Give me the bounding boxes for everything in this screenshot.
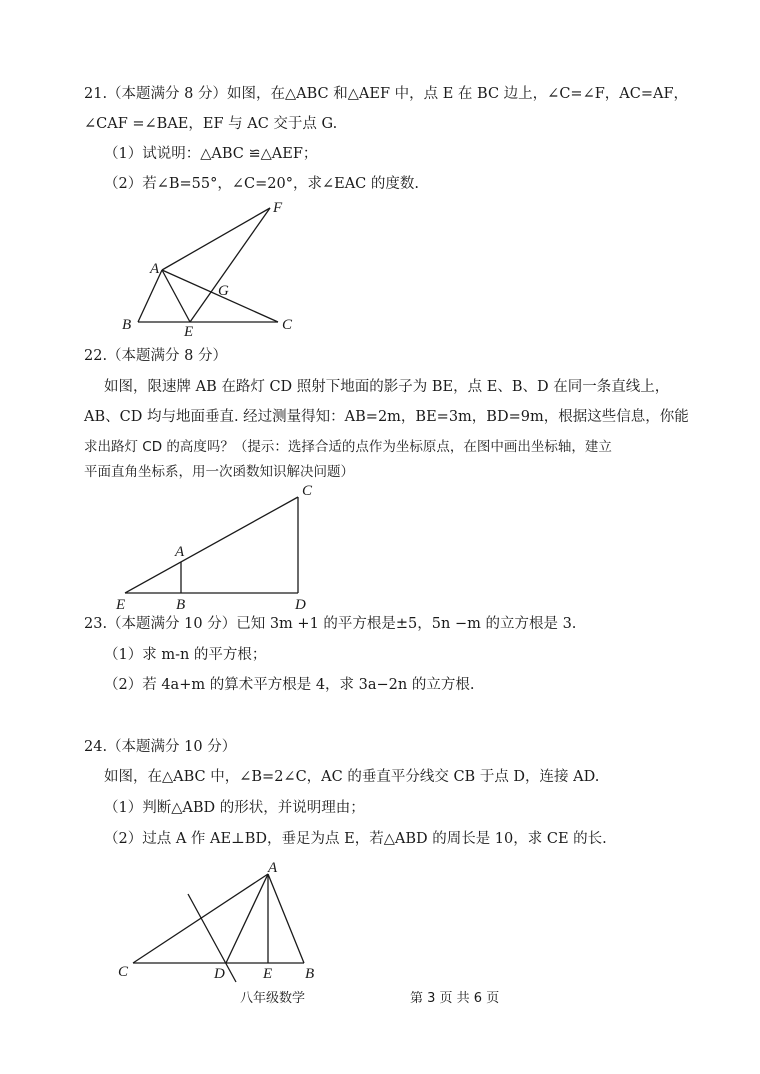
q22-label-d: D (295, 597, 306, 613)
q24-perpendicular-bisector (188, 894, 236, 982)
q23-line-1: 23.（本题满分 10 分）已知 3m +1 的平方根是±5，5n −m 的立方根是 3. (84, 616, 577, 632)
q23-part-2: （2）若 4a+m 的算术平方根是 4，求 3a−2n 的立方根. (104, 677, 475, 693)
q24-part-1: （1）判断△ABD 的形状，并说明理由； (104, 800, 365, 816)
q21-part-2: （2）若∠B=55°，∠C=20°，求∠EAC 的度数. (104, 176, 419, 192)
q22-line-2: 如图，限速牌 AB 在路灯 CD 照射下地面的影子为 BE，点 E、B、D 在同一条直线上， (104, 379, 670, 395)
footer-page-number: 第 3 页 共 6 页 (410, 991, 500, 1006)
q24-label-a: A (268, 860, 278, 876)
q21-segment-af (162, 208, 270, 270)
q22-line-1: 22.（本题满分 8 分） (84, 348, 228, 364)
q24-line-2: 如图，在△ABC 中，∠B=2∠C，AC 的垂直平分线交 CB 于点 D，连接 AD. (104, 769, 600, 785)
q21-label-a: A (150, 261, 160, 277)
q24-part-2: （2）过点 A 作 AE⊥BD，垂足为点 E，若△ABD 的周长是 10，求 CE 的长. (104, 831, 607, 847)
q24-label-b: B (305, 966, 315, 982)
q21-label-f: F (273, 200, 283, 216)
q21-label-c: C (282, 317, 293, 333)
q21-line-2: ∠CAF =∠BAE，EF 与 AC 交于点 G. (84, 116, 338, 132)
q21-segment-ae (162, 270, 190, 322)
q21-line-1: 21.（本题满分 8 分）如图，在△ABC 和△AEF 中，点 E 在 BC 边上，∠C=∠F，AC=AF， (84, 86, 689, 102)
q21-part-1: （1）试说明：△ABC ≌△AEF； (104, 146, 318, 162)
q21-label-b: B (122, 317, 132, 333)
q21-segment-ab (138, 270, 162, 322)
footer-subject: 八年级数学 (240, 991, 306, 1006)
q22-line-5: 平面直角坐标系，用一次函数知识解决问题） (84, 464, 354, 480)
q21-label-e: E (184, 324, 194, 340)
q22-line-4: 求出路灯 CD 的高度吗？（提示：选择合适的点作为坐标原点，在图中画出坐标轴，建立 (84, 439, 612, 455)
q22-line-3: AB、CD 均与地面垂直. 经过测量得知：AB=2m，BE=3m，BD=9m，根据这些信息，你能 (84, 409, 689, 425)
q23-part-1: （1）求 m-n 的平方根； (104, 647, 267, 663)
q22-label-b: B (176, 597, 186, 613)
q21-segment-ef (190, 208, 270, 322)
q21-label-g: G (218, 283, 229, 299)
q22-label-e: E (116, 597, 126, 613)
q24-line-1: 24.（本题满分 10 分） (84, 739, 237, 755)
q22-label-a: A (175, 544, 185, 560)
q24-segment-ab (268, 874, 304, 963)
q22-light-ray (125, 497, 298, 593)
q24-segment-ca (133, 874, 268, 963)
q24-label-d: D (214, 966, 225, 982)
q22-label-c: C (302, 483, 313, 499)
q24-label-e: E (263, 966, 273, 982)
q24-label-c: C (118, 964, 129, 980)
